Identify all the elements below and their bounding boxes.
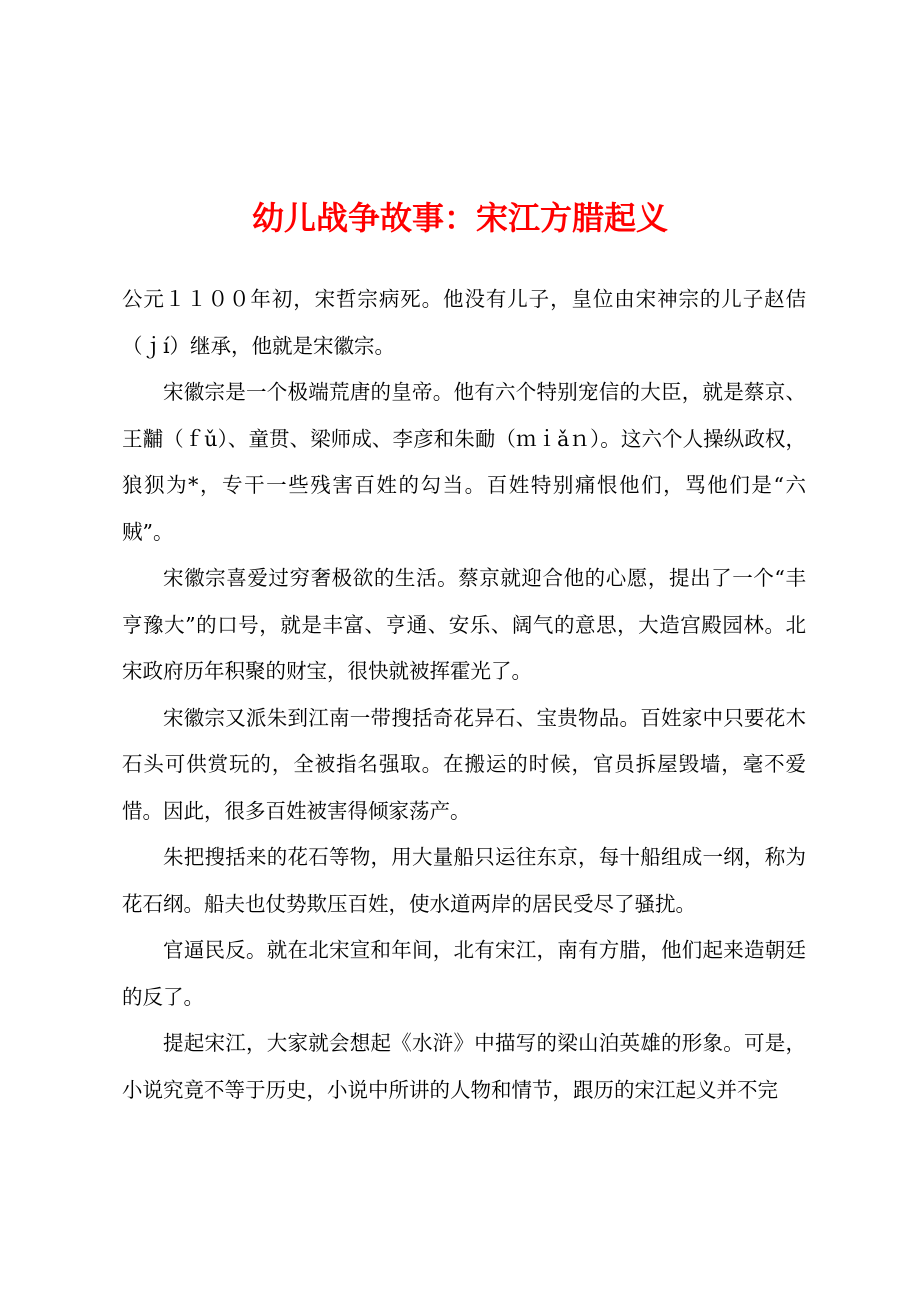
paragraph-6: 官逼民反。就在北宋宣和年间，北有宋江，南有方腊，他们起来造朝廷的反了。 bbox=[122, 938, 806, 1009]
document-body bbox=[122, 276, 806, 1113]
paragraph-3: 宋徽宗喜爱过穷奢极欲的生活。蔡京就迎合他的心愿，提出了一个“丰亨豫大”的口号，就是丰富、亨通、安乐、阔气的意思，大造宫殿园林。北宋政府历年积聚的财宝，很快就被挥霍光了。 bbox=[122, 566, 806, 683]
paragraph-7: 提起宋江，大家就会想起《水浒》中描写的梁山泊英雄的形象。可是，小说究竟不等于历史，小说中所讲的人物和情节，跟历的宋江起义并不完 bbox=[122, 1031, 806, 1102]
paragraph-1: 公元１１００年初，宋哲宗病死。他没有儿子，皇位由宋神宗的儿子赵佶（ｊí）继承，他就是宋徽宗。 bbox=[122, 287, 806, 358]
paragraph-2: 宋徽宗是一个极端荒唐的皇帝。他有六个特别宠信的大臣，就是蔡京、王黼（ｆǔ）、童贯、梁师成、李彦和朱勔（ｍｉǎｎ）。这六个人操纵政权，狼狈为*，专干一些残害百姓的勾当。百姓特别痛恨他们，骂他们是“六贼”。 bbox=[122, 380, 806, 544]
document-title: 幼儿战争故事：宋江方腊起义 bbox=[251, 199, 668, 237]
paragraph-5: 朱把搜括来的花石等物，用大量船只运往东京，每十船组成一纲，称为花石纲。船夫也仗势欺压百姓，使水道两岸的居民受尽了骚扰。 bbox=[122, 845, 806, 916]
paragraph-4: 宋徽宗又派朱到江南一带搜括奇花异石、宝贵物品。百姓家中只要花木石头可供赏玩的，全被指名强取。在搬运的时候，官员拆屋毁墙，毫不爱惜。因此，很多百姓被害得倾家荡产。 bbox=[122, 705, 806, 823]
